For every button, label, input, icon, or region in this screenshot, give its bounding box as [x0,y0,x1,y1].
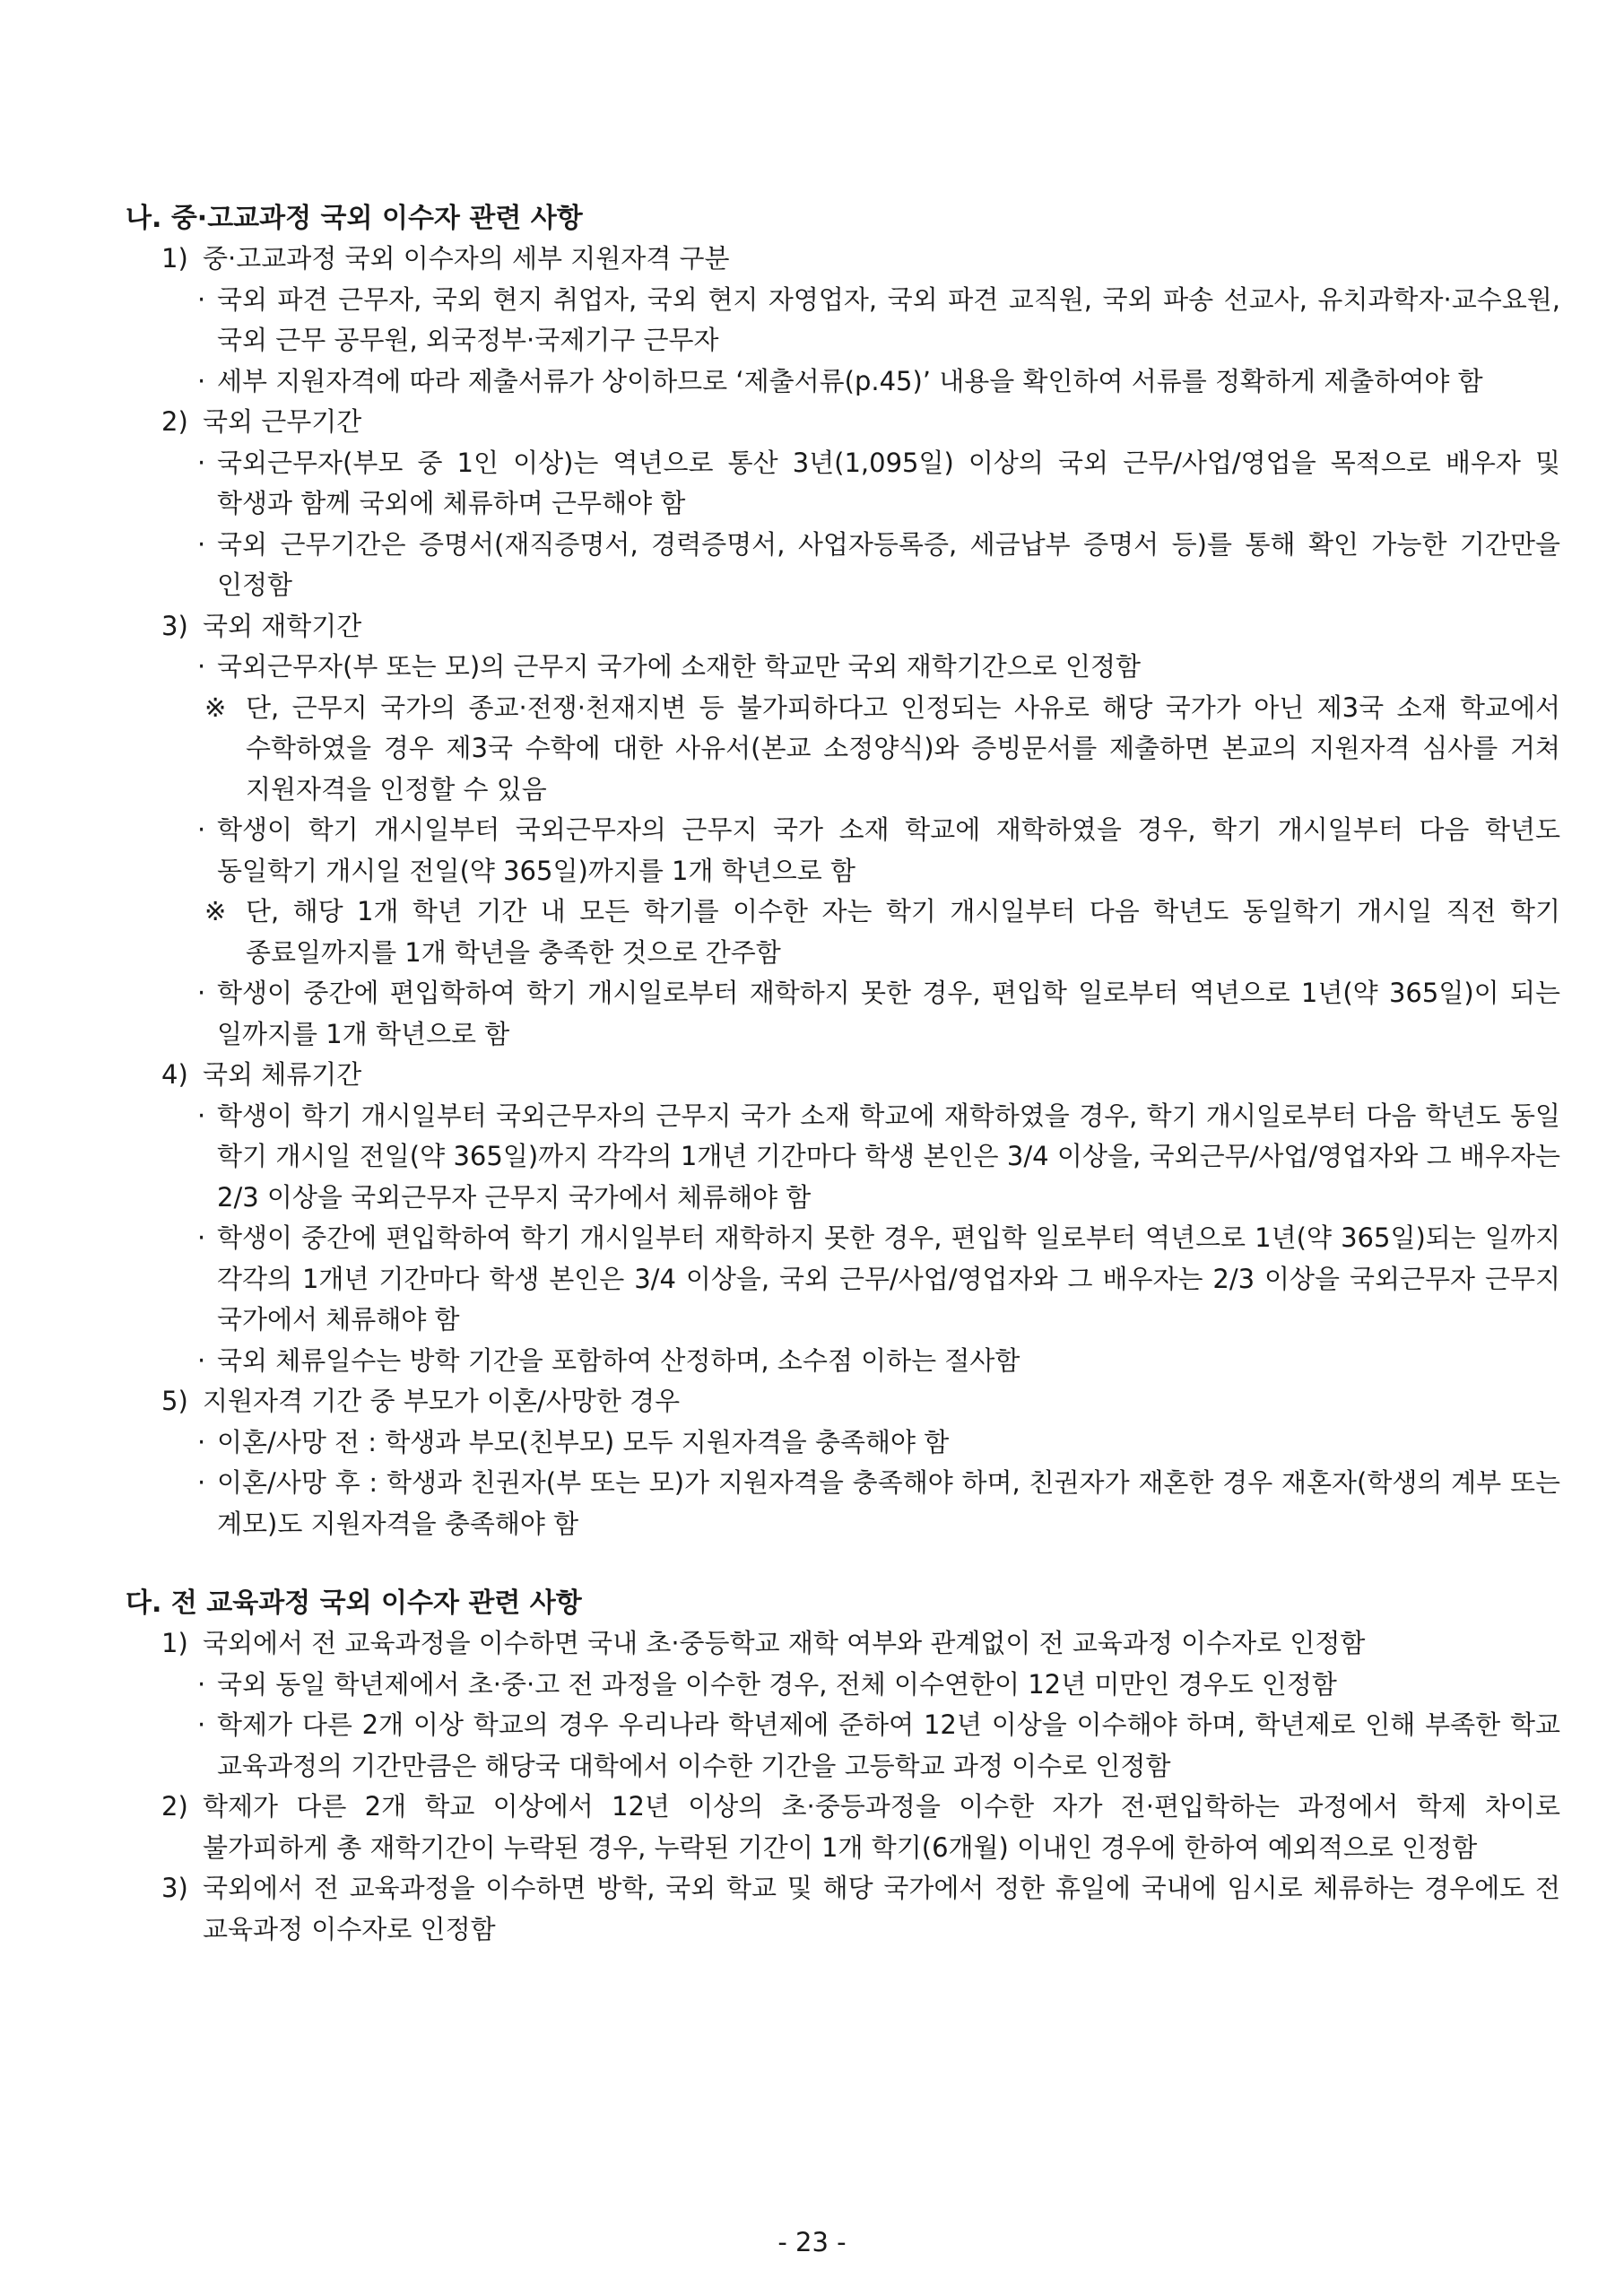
item-number: 5) [161,1386,188,1416]
section-title: 다. 전 교육과정 국외 이수자 관련 사항 [126,1587,582,1619]
item-number: 3) [161,610,188,641]
item-text: 국외 체류일수는 방학 기간을 포함하여 산정하며, 소수점 이하는 절사함 [217,1344,1020,1376]
bullet-item [126,361,1560,403]
bullet-item [126,1463,1560,1544]
item-text: 국외에서 전 교육과정을 이수하면 방학, 국외 학교 및 해당 국가에서 정한 휴일에 국내에 임시로 체류하는 경우에도 전 교육과정 이수자로 인정함 [203,1873,1560,1944]
item-text: 국외 체류기간 [203,1059,362,1090]
item-number: 3) [161,1873,188,1903]
bullet-item [126,1341,1560,1382]
numbered-item [126,402,1560,443]
section [126,1584,1560,1950]
bullet-item [126,647,1560,688]
item-text: 중·고교과정 국외 이수자의 세부 지원자격 구분 [203,243,730,274]
bullet-item [126,443,1560,525]
note-item [126,891,1560,973]
item-number: 4) [161,1059,188,1090]
numbered-item [126,1623,1560,1665]
note-marker: ※ [204,896,227,926]
section-title: 나. 중·고교과정 국외 이수자 관련 사항 [126,203,583,234]
bullet-item [126,810,1560,891]
item-text: 학생이 학기 개시일부터 국외근무자의 근무지 국가 소재 학교에 재학하였을 경우, 학기 개시일로부터 다음 학년도 동일 학기 개시일 전일(약 365일)까지 각각의 1개년 기간마다 학생 본인은 3/4 이상을, 국외근무/사업/영업자와 그 배우자는 2/3 이상을 국외근무자 근무지 국가에서 체류해야 함 [217,1100,1560,1213]
item-text: 국외 재학기간 [203,610,362,641]
bullet-marker: · [197,365,206,396]
item-text: 단, 근무지 국가의 종교·전쟁·천재지변 등 불가피하다고 인정되는 사유로 해당 국가가 아닌 제3국 소재 학교에서 수학하였을 경우 제3국 수학에 대한 사유서(본교 소정양식)와 증빙문서를 제출하면 본교의 지원자격 심사를 거쳐 지원자격을 인정할 수 있음 [246,691,1560,804]
document-body [126,199,1560,1950]
numbered-item [126,239,1560,280]
item-number: 2) [161,406,188,437]
item-text: 국외 동일 학년제에서 초·중·고 전 과정을 이수한 경우, 전체 이수연한이 12년 미만인 경우도 인정함 [217,1668,1337,1700]
bullet-marker: · [197,1709,206,1740]
bullet-item [126,973,1560,1055]
item-number: 1) [161,243,188,274]
item-text: 이혼/사망 전 : 학생과 부모(친부모) 모두 지원자격을 충족해야 함 [217,1426,950,1457]
item-number: 2) [161,1791,188,1822]
bullet-item [126,280,1560,361]
numbered-item [126,1381,1560,1422]
bullet-item [126,1218,1560,1341]
bullet-marker: · [197,1344,206,1376]
item-text: 학생이 학기 개시일부터 국외근무자의 근무지 국가 소재 학교에 재학하였을 경우, 학기 개시일부터 다음 학년도 동일학기 개시일 전일(약 365일)까지를 1개 학년으로 함 [217,814,1560,886]
section [126,199,1560,1544]
item-text: 세부 지원자격에 따라 제출서류가 상이하므로 ‘제출서류(p.45)’ 내용을 확인하여 서류를 정확하게 제출하여야 함 [217,365,1483,396]
bullet-marker: · [197,1467,206,1498]
item-text: 학생이 중간에 편입학하여 학기 개시일로부터 재학하지 못한 경우, 편입학 일로부터 역년으로 1년(약 365일)이 되는 일까지를 1개 학년으로 함 [217,978,1560,1049]
numbered-item [126,1868,1560,1950]
bullet-marker: · [197,1222,206,1253]
numbered-item [126,1787,1560,1868]
item-text: 국외근무자(부 또는 모)의 근무지 국가에 소재한 학교만 국외 재학기간으로 인정함 [217,651,1142,682]
bullet-marker: · [197,1668,206,1700]
bullet-marker: · [197,814,206,845]
item-text: 국외에서 전 교육과정을 이수하면 국내 초·중등학교 재학 여부와 관계없이 전 교육과정 이수자로 인정함 [203,1628,1366,1658]
item-number: 1) [161,1628,188,1658]
bullet-marker: · [197,651,206,682]
item-text: 국외근무자(부모 중 1인 이상)는 역년으로 통산 3년(1,095일) 이상의 국외 근무/사업/영업을 목적으로 배우자 및 학생과 함께 국외에 체류하며 근무해야 함 [217,447,1560,518]
item-text: 학제가 다른 2개 학교 이상에서 12년 이상의 초·중등과정을 이수한 자가 전·편입학하는 과정에서 학제 차이로 불가피하게 총 재학기간이 누락된 경우, 누락된 기간이 1개 학기(6개월) 이내인 경우에 한하여 예외적으로 인정함 [203,1791,1560,1863]
item-text: 국외 근무기간 [203,406,362,437]
item-text: 국외 근무기간은 증명서(재직증명서, 경력증명서, 사업자등록증, 세금납부 증명서 등)를 통해 확인 가능한 기간만을 인정함 [217,528,1560,600]
page-number: - 23 - [777,2227,847,2257]
bullet-item [126,1665,1560,1706]
item-text: 지원자격 기간 중 부모가 이혼/사망한 경우 [203,1386,681,1416]
bullet-marker: · [197,528,206,560]
note-item [126,688,1560,811]
item-text: 이혼/사망 후 : 학생과 친권자(부 또는 모)가 지원자격을 충족해야 하며, 친권자가 재혼한 경우 재혼자(학생의 계부 또는 계모)도 지원자격을 충족해야 함 [217,1467,1560,1539]
item-text: 학제가 다른 2개 이상 학교의 경우 우리나라 학년제에 준하여 12년 이상을 이수해야 하며, 학년제로 인해 부족한 학교 교육과정의 기간만큼은 해당국 대학에서 이수한 기간을 고등학교 과정 이수로 인정함 [217,1709,1560,1781]
numbered-item [126,606,1560,648]
bullet-item [126,1096,1560,1219]
item-text: 국외 파견 근무자, 국외 현지 취업자, 국외 현지 자영업자, 국외 파견 교직원, 국외 파송 선교사, 유치과학자·교수요원, 국외 근무 공무원, 외국정부·국제기구 근무자 [217,283,1560,355]
item-text: 학생이 중간에 편입학하여 학기 개시일부터 재학하지 못한 경우, 편입학 일로부터 역년으로 1년(약 365일)되는 일까지 각각의 1개년 기간마다 학생 본인은 3/4 이상을, 국외 근무/사업/영업자와 그 배우자는 2/3 이상을 국외근무자 근무지 국가에서 체류해야 함 [217,1222,1560,1335]
bullet-item [126,525,1560,606]
numbered-item [126,1055,1560,1096]
section-spacer [126,1544,1560,1584]
bullet-item [126,1705,1560,1787]
bullet-marker: · [197,1100,206,1131]
item-text: 단, 해당 1개 학년 기간 내 모든 학기를 이수한 자는 학기 개시일부터 다음 학년도 동일학기 개시일 직전 학기 종료일까지를 1개 학년을 충족한 것으로 간주함 [246,896,1560,968]
note-marker: ※ [204,691,227,723]
bullet-item [126,1422,1560,1464]
bullet-marker: · [197,1426,206,1457]
bullet-marker: · [197,447,206,478]
bullet-marker: · [197,283,206,315]
bullet-marker: · [197,978,206,1008]
